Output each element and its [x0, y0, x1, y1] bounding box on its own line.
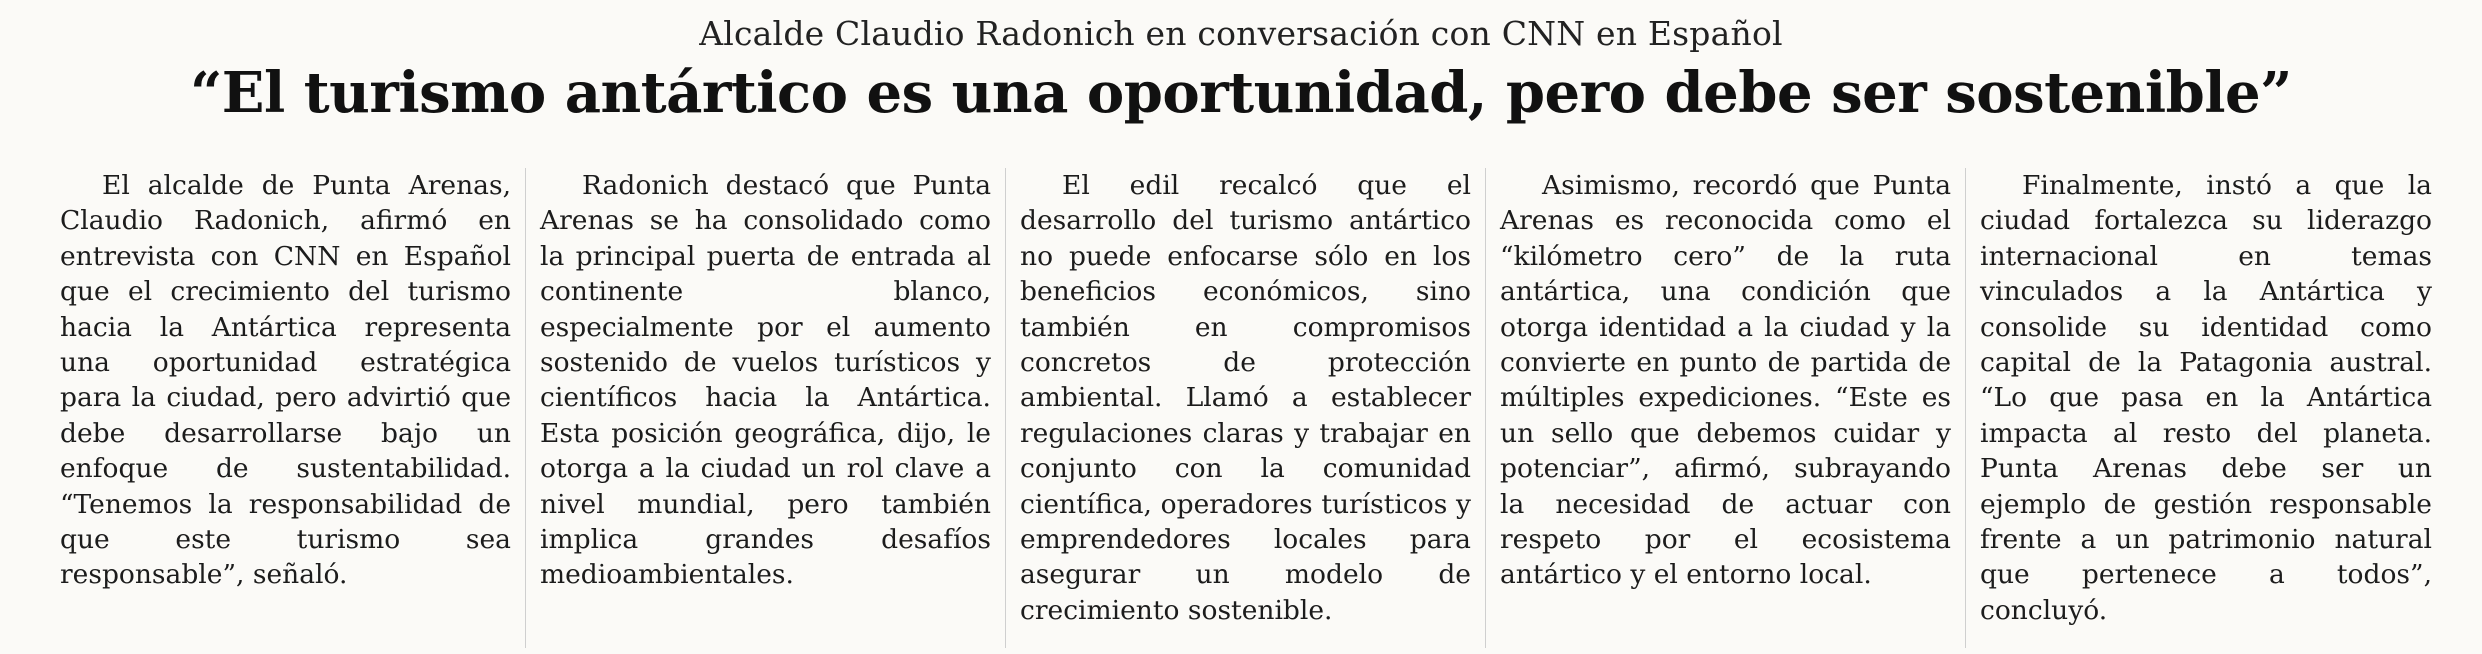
paragraph: El edil recalcó que el desarrollo del turismo antártico no puede enfocarse sólo en los beneficios económicos, sino también en compromisos concretos de protección ambiental. Llamó a establecer regulaciones claras y trabajar en conjunto con la comunidad científica, operadores turísticos y emprendedores locales para asegurar un modelo de crecimiento sostenible. — [1020, 170, 1471, 626]
article-column-2 — [526, 168, 1006, 648]
article-column-1 — [46, 168, 526, 648]
paragraph: Finalmente, instó a que la ciudad fortalezca su liderazgo internacional en temas vinculados a la Antártica y consolide su identidad como capital de la Patagonia austral. “Lo que pasa en la Antártica impacta al resto del planeta. Punta Arenas debe ser un ejemplo de gestión responsable frente a un patrimonio natural que pertenece a todos”, concluyó. — [1980, 170, 2432, 626]
paragraph: Radonich destacó que Punta Arenas se ha consolidado como la principal puerta de entrada al continente blanco, especialmente por el aumento sostenido de vuelos turísticos y científicos hacia la Antártica. Esta posición geográfica, dijo, le otorga a la ciudad un rol clave a nivel mundial, pero también implica grandes desafíos medioambientales. — [540, 170, 991, 591]
article-column-4 — [1486, 168, 1966, 648]
paragraph: Asimismo, recordó que Punta Arenas es reconocida como el “kilómetro cero” de la ruta antártica, una condición que otorga identidad a la ciudad y la convierte en punto de partida de múltiples expediciones. “Este es un sello que debemos cuidar y potenciar”, afirmó, subrayando la necesidad de actuar con respeto por el ecosistema antártico y el entorno local. — [1500, 170, 1951, 591]
article-body — [46, 168, 2446, 648]
paragraph: El alcalde de Punta Arenas, Claudio Radonich, afirmó en entrevista con CNN en Español que el crecimiento del turismo hacia la Antártica representa una oportunidad estratégica para la ciudad, pero advirtió que debe desarrollarse bajo un enfoque de sustentabilidad. “Tenemos la responsabilidad de que este turismo sea responsable”, señaló. — [60, 170, 511, 591]
article-column-5 — [1966, 168, 2446, 648]
article-column-3 — [1006, 168, 1486, 648]
article-kicker: Alcalde Claudio Radonich en conversación con CNN en Español — [699, 14, 1783, 53]
article-headline: “El turismo antártico es una oportunidad, pero debe ser sostenible” — [190, 60, 2292, 126]
